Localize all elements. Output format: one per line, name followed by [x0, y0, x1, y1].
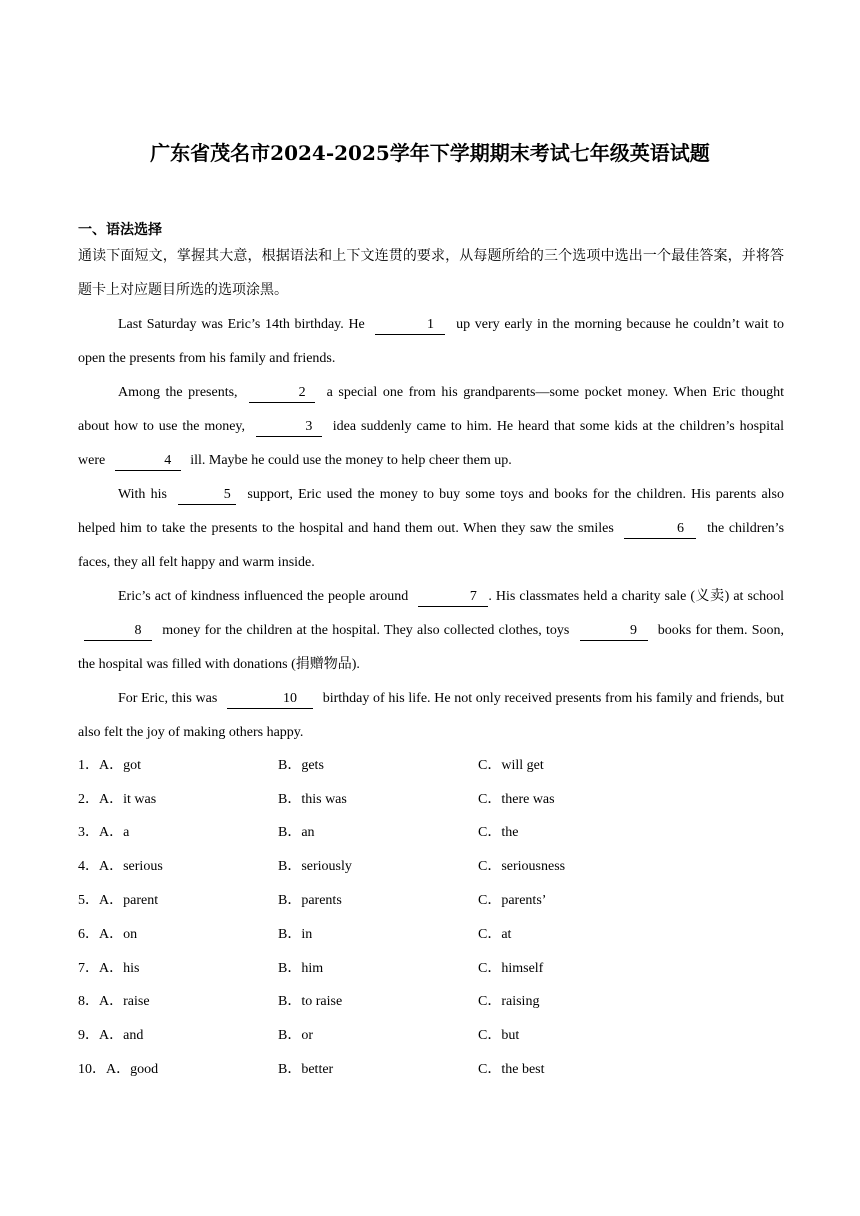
question-number: 6． — [78, 926, 99, 942]
option-a: A．parent — [99, 893, 159, 909]
option-c: C．parents’ — [478, 893, 547, 909]
question-7 — [78, 957, 278, 977]
question-number: 2． — [78, 791, 99, 807]
option-a: A．got — [99, 757, 141, 773]
option-c: C．will get — [478, 757, 544, 773]
option-b: B．better — [278, 1062, 334, 1078]
section-heading: 一、语法选择 — [78, 222, 162, 238]
option-c: C．there was — [478, 791, 555, 807]
question-number: 9． — [78, 1028, 99, 1044]
question-row — [78, 747, 784, 781]
question-number: 3． — [78, 825, 99, 841]
paragraph-text: up very early in the morning because he couldn’t wait to open the presents from his family and friends. — [78, 317, 785, 366]
blank-2: 2 — [249, 384, 315, 403]
question-row — [78, 781, 784, 815]
question-number: 4． — [78, 859, 99, 875]
question-number: 5． — [78, 893, 99, 909]
question-9 — [78, 1024, 278, 1044]
paragraph-text: a special one from his grandparents—some pocket money. When Eric thought about how to use the money, — [78, 385, 785, 434]
paragraph-text: Last Saturday was Eric’s 14th birthday. He — [118, 317, 365, 332]
paragraph-text: For Eric, this was — [118, 691, 218, 706]
blank-5: 5 — [178, 486, 236, 505]
passage-paragraph-1 — [78, 308, 784, 376]
blank-10: 10 — [227, 690, 313, 709]
paragraph-text: birthday of his life. He not only received presents from his family and friends, but also felt the joy of making others happy. — [78, 691, 785, 740]
paragraph-text: . His classmates held a charity sale (义卖) at school — [488, 589, 785, 604]
option-a: A．and — [99, 1028, 144, 1044]
question-row — [78, 1017, 784, 1051]
option-b: B．gets — [278, 757, 324, 773]
paragraph-text: books for them. Soon, the hospital was filled with donations (捐赠物品). — [78, 623, 785, 672]
question-number: 7． — [78, 960, 99, 976]
option-b: B．parents — [278, 893, 342, 909]
passage-paragraph-3 — [78, 478, 784, 580]
question-row — [78, 984, 784, 1018]
option-c: C．seriousness — [478, 859, 566, 875]
question-2 — [78, 788, 278, 808]
option-b: B．to raise — [278, 994, 343, 1010]
option-a: A．raise — [99, 994, 150, 1010]
blank-8: 8 — [84, 622, 152, 641]
question-row — [78, 882, 784, 916]
question-row — [78, 916, 784, 950]
option-b: B．this was — [278, 791, 347, 807]
page-title: 广东省茂名市2024-2025学年下学期期末考试七年级英语试题 — [150, 141, 710, 165]
option-a: A．it was — [99, 791, 157, 807]
question-row — [78, 1051, 784, 1085]
blank-1: 1 — [375, 316, 445, 335]
blank-6: 6 — [624, 520, 696, 539]
blank-4: 4 — [115, 452, 181, 471]
option-a: A．good — [106, 1062, 159, 1078]
question-number: 10． — [78, 1062, 106, 1078]
paragraph-text: With his — [118, 487, 167, 502]
paragraph-text: ill. Maybe he could use the money to help cheer them up. — [190, 453, 512, 468]
option-c: C．at — [478, 926, 512, 942]
question-4 — [78, 855, 278, 875]
option-a: A．on — [99, 926, 138, 942]
option-c: C．but — [478, 1028, 520, 1044]
option-a: A．serious — [99, 859, 163, 875]
question-5 — [78, 889, 278, 909]
blank-7: 7 — [418, 588, 488, 607]
blank-3: 3 — [256, 418, 322, 437]
question-row — [78, 848, 784, 882]
passage-paragraph-4 — [78, 580, 784, 682]
passage-paragraph-5 — [78, 682, 784, 750]
passage-content — [78, 240, 784, 750]
question-row — [78, 815, 784, 849]
option-b: B．an — [278, 825, 315, 841]
paragraph-text: idea suddenly came to him. He heard that some kids at the children’s hospital were — [78, 419, 784, 468]
option-c: C．the — [478, 825, 519, 841]
question-10 — [78, 1058, 278, 1078]
blank-9: 9 — [580, 622, 648, 641]
option-b: B．in — [278, 926, 313, 942]
passage-paragraph-2 — [78, 376, 784, 478]
question-1 — [78, 754, 278, 774]
option-c: C．himself — [478, 960, 544, 976]
option-c: C．the best — [478, 1062, 545, 1078]
option-a: A．a — [99, 825, 130, 841]
option-b: B．seriously — [278, 859, 352, 875]
paragraph-text: Eric’s act of kindness influenced the people around — [118, 589, 409, 604]
question-row — [78, 950, 784, 984]
option-a: A．his — [99, 960, 140, 976]
question-number: 8． — [78, 994, 99, 1010]
question-3 — [78, 821, 278, 841]
option-c: C．raising — [478, 994, 540, 1010]
option-b: B．him — [278, 960, 324, 976]
paragraph-text: Among the presents, — [118, 385, 238, 400]
paragraph-text: support, Eric used the money to buy some toys and books for the children. His parents also helped him to take the presents to the hospital and hand them out. When they saw the smiles — [78, 487, 784, 536]
question-8 — [78, 990, 278, 1010]
paragraph-text: the children’s faces, they all felt happy and warm inside. — [78, 521, 785, 570]
question-number: 1． — [78, 757, 99, 773]
section-instruction: 通读下面短文，掌握其大意，根据语法和上下文连贯的要求，从每题所给的三个选项中选出一个最佳答案，并将答题卡上对应题目所选的选项涂黑。 — [78, 249, 784, 298]
question-6 — [78, 923, 278, 943]
question-options — [78, 747, 784, 1085]
paragraph-text: money for the children at the hospital. They also collected clothes, toys — [162, 623, 570, 638]
option-b: B．or — [278, 1028, 313, 1044]
